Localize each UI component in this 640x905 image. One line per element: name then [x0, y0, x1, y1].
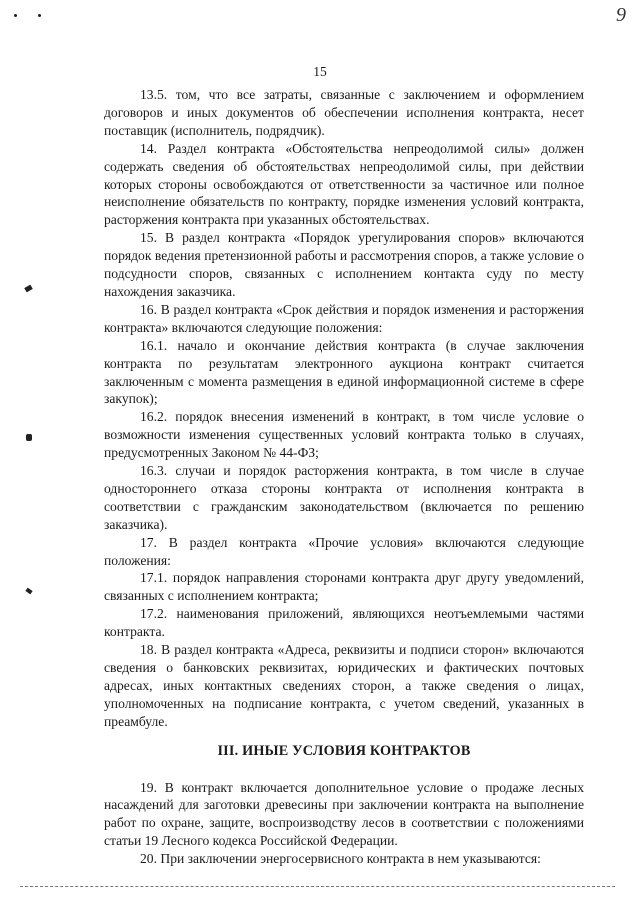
- scan-edge-line: [20, 886, 615, 887]
- paragraph: 16.1. начало и окончание действия контракта (в случае заключения контракта по результатам электронного аукциона контракт считается заключенным с момента размещения в единой информационной системе в сфере закупок);: [104, 337, 584, 407]
- page-number: 15: [313, 64, 327, 79]
- scan-mark-left-1: [24, 285, 33, 293]
- paragraph: 17.1. порядок направления сторонами контракта друг другу уведомлений, связанных с исполнением контракта;: [104, 570, 584, 604]
- scan-mark-left-3: [25, 588, 32, 595]
- paragraph: 16. В раздел контракта «Срок действия и порядок изменения и расторжения контракта» включаются следующие положения:: [104, 301, 584, 335]
- scan-mark-left-2: [26, 434, 32, 441]
- document-body: [104, 86, 584, 868]
- paragraph: 20. При заключении энергосервисного контракта в нем указываются:: [140, 851, 541, 867]
- paragraph: 17.2. наименования приложений, являющихся неотъемлемыми частями контракта.: [104, 606, 584, 640]
- paragraph: 14. Раздел контракта «Обстоятельства непреодолимой силы» должен содержать сведения об обстоятельствах непреодолимой силы, при действии которых стороны освобождаются от ответственности за частичное или полное неисполнение обязательств по контракту, порядке изменения условий контракта, расторжения контракта при указанных обстоятельствах.: [104, 140, 584, 228]
- paragraph: 15. В раздел контракта «Порядок урегулирования споров» включаются порядок ведения претензионной работы и рассмотрения споров, а также условие о подсудности споров, связанных с исполнением контакта суду по месту нахождения заказчика.: [104, 230, 584, 299]
- paragraph: 19. В контракт включается дополнительное условие о продаже лесных насаждений для заготовки древесины при заключении контракта на выполнение работ по охране, защите, воспроизводству лесов в соответствии с положениями статьи 19 Лесного кодекса Российской Федерации.: [104, 779, 584, 849]
- handwritten-page-mark: 9: [616, 4, 626, 26]
- scan-speck-top-left: [14, 14, 17, 17]
- paragraph: 16.2. порядок внесения изменений в контракт, в том числе условие о возможности изменения существенных условий контракта только в случаях, предусмотренных Законом № 44-ФЗ;: [104, 409, 584, 461]
- paragraph: 16.3. случаи и порядок расторжения контракта, в том числе в случае одностороннего отказа стороны контракта от исполнения контракта в соответствии с гражданским законодательством (включается по решению заказчика).: [104, 463, 584, 532]
- section-heading: III. ИНЫЕ УСЛОВИЯ КОНТРАКТОВ: [217, 742, 471, 759]
- paragraph: 18. В раздел контракта «Адреса, реквизиты и подписи сторон» включаются сведения о банковских реквизитах, юридических и фактических почтовых адресах, иных контактных сведениях сторон, а также сведения о лицах, уполномоченных на подписание контракта, с учетом сведений, указанных в преамбуле.: [104, 642, 584, 729]
- paragraph: 17. В раздел контракта «Прочие условия» включаются следующие положения:: [104, 534, 584, 568]
- paragraph: 13.5. том, что все затраты, связанные с заключением и оформлением договоров и иных документов об обеспечении исполнения контракта, несет поставщик (исполнитель, подрядчик).: [104, 87, 584, 138]
- scan-speck-top: [38, 14, 41, 17]
